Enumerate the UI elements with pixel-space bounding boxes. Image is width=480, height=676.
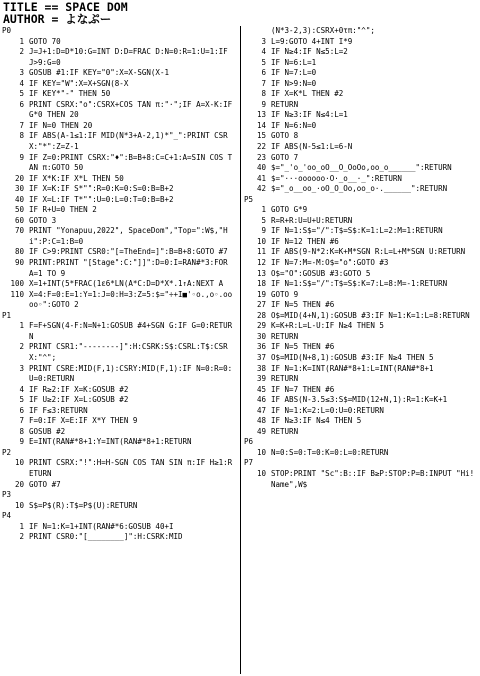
line-code: GOTO 9 <box>271 289 299 299</box>
listing-left-column <box>2 26 237 543</box>
line-number: 5 <box>19 89 24 99</box>
line-number: 15 <box>256 131 266 141</box>
code-line <box>244 100 478 111</box>
line-code: PRINT CSR0:"[________]":H:CSRK:MID <box>29 532 183 542</box>
code-line <box>244 226 478 237</box>
line-code: O$=MID(N+8,1):GOSUB #3:IF N≥4 THEN 5 <box>271 352 434 362</box>
code-line <box>244 416 478 427</box>
code-line <box>2 205 234 216</box>
line-code: IF N=1:K=2:L=0:U=0:RETURN <box>271 405 384 415</box>
line-code: O$="O":GOSUB #3:GOTO 5 <box>271 268 371 278</box>
line-number: 7 <box>19 120 24 130</box>
line-number: 4 <box>19 78 24 88</box>
code-line <box>244 342 478 353</box>
line-number: 5 <box>261 57 266 67</box>
line-code: IF N=7:L=0 <box>271 68 317 78</box>
code-line <box>2 99 237 121</box>
line-code: IF N=0 THEN 20 <box>29 120 93 130</box>
line-number: 20 <box>14 173 24 183</box>
line-code: IF N≥3:IF N≤4:L=1 <box>271 110 348 120</box>
line-number: 20 <box>14 479 24 489</box>
code-line <box>2 437 234 448</box>
line-code: IF ABS(N-3.5≤3:S$=MID(12+N,1):R=1:K=K+1 <box>271 395 448 405</box>
program-title: TITLE == SPACE DOM <box>3 0 128 14</box>
line-number: 6 <box>261 68 266 78</box>
line-code: PRINT CSRX:"o":CSRX+COS TAN π:"·";IF A=X-K:IF G*0 THEN 20 <box>29 99 237 120</box>
line-number: 7 <box>261 78 266 88</box>
line-number: 13 <box>256 268 266 278</box>
line-number: 18 <box>256 279 266 289</box>
line-code: GOTO 3 <box>29 215 57 225</box>
code-line <box>244 300 478 311</box>
line-number: 3 <box>261 36 266 46</box>
code-line <box>244 406 478 417</box>
line-number: 40 <box>14 194 24 204</box>
program-author: AUTHOR = よなぷー <box>3 12 112 26</box>
line-code: IF N=1:K=1+INT(RAN#*6:GOSUB 40+I <box>29 521 174 531</box>
code-line <box>244 58 478 69</box>
line-number: 28 <box>256 310 266 320</box>
line-number: 2 <box>19 532 24 542</box>
line-code: IF N=1:S$="/":T$=S$:K=1:L=2:M=1:RETURN <box>271 226 443 236</box>
code-line <box>244 247 478 258</box>
code-line <box>244 121 478 132</box>
code-line <box>2 290 234 311</box>
line-number: 80 <box>14 247 24 257</box>
line-code: IF N=6:N=0 <box>271 120 317 130</box>
code-line <box>244 279 478 290</box>
line-code: S$=P$(R):T$=P$(U):RETURN <box>29 500 138 510</box>
line-code: F=0:IF X=E:IF X*Y THEN 9 <box>29 416 138 426</box>
code-line <box>244 469 478 490</box>
line-code: IF ABS(9-N*2:K=K+M*SGN R:L=L+M*SGN U:RETURN <box>271 247 466 257</box>
line-number: 100 <box>10 279 24 289</box>
line-code: (N*3-2,3):CSRX+0τπ:"^"; <box>271 26 375 35</box>
line-number: 70 <box>14 226 24 236</box>
line-code: IF R≥2:IF X=K:GOSUB #2 <box>29 384 129 394</box>
code-line <box>2 395 234 406</box>
line-number: 10 <box>256 236 266 246</box>
code-line <box>244 37 478 48</box>
line-code: IF X=L:IF T*"":U=0:L=0:T=0:B=B+2 <box>29 194 174 204</box>
line-code: $="_'o_'oo_oO__O_OoOo,oo_o______":RETURN <box>271 163 452 173</box>
line-number: 19 <box>256 289 266 299</box>
line-code: GOTO G*9 <box>271 205 308 215</box>
line-code: IF Z=0:PRINT CSRX:"♦":B=B+8:C=C+1:A=SIN COS TAN π:GOTO 50 <box>29 152 233 173</box>
line-code: IF ABS(N-5≤1:L=6-N <box>271 142 353 152</box>
code-line <box>2 174 234 185</box>
code-line <box>2 522 234 533</box>
line-code: X=1+INT(5*FRAC(1ε6*LN(A*C:D=D*X*.1↑A:NEXT A <box>29 279 224 289</box>
program-area-label: P0 <box>2 26 12 35</box>
line-code: GOSUB #2 <box>29 426 66 436</box>
line-number: 1 <box>19 521 24 531</box>
code-line <box>244 89 478 100</box>
line-number: 5 <box>19 395 24 405</box>
line-number: 7 <box>19 416 24 426</box>
line-code: IF N=7 THEN #6 <box>271 384 335 394</box>
line-code: GOTO 7 <box>271 152 299 162</box>
code-line <box>2 427 234 438</box>
line-code: R=R+R:U=U+U:RETURN <box>271 215 353 225</box>
code-line <box>2 153 234 174</box>
line-code: L=9:GOTO 4+INT I*9 <box>271 36 353 46</box>
line-number: 29 <box>256 321 266 331</box>
line-code: IF N=12 THEN #6 <box>271 236 339 246</box>
program-area-label: P7 <box>244 458 254 468</box>
line-code: IF N=5 THEN #6 <box>271 342 335 352</box>
line-number: 50 <box>14 205 24 215</box>
line-code: PRINT CSRE:MID(F,1):CSRY:MID(F,1):IF N=0:R=0:U=0:RETURN <box>29 363 233 384</box>
code-line <box>2 279 234 290</box>
line-number: 8 <box>261 89 266 99</box>
code-line <box>2 121 234 132</box>
line-code: GOTO 70 <box>29 36 61 46</box>
line-number: 9 <box>261 226 266 236</box>
line-number: 10 <box>14 500 24 510</box>
line-number: 90 <box>14 258 24 268</box>
code-line <box>244 163 478 174</box>
code-line <box>2 47 234 68</box>
code-line <box>2 532 234 543</box>
code-line <box>2 321 234 342</box>
line-number: 42 <box>256 184 266 194</box>
code-line <box>2 131 234 152</box>
code-line <box>2 247 234 258</box>
code-line <box>2 258 234 279</box>
line-code: K=K+R:L=L-U:IF N≥4 THEN 5 <box>271 321 384 331</box>
line-code: N=0:S=0:T=0:K=0:L=0:RETURN <box>271 447 389 457</box>
line-code: E=INT(RAN#*8+1:Y=INT(RAN#*8+1:RETURN <box>29 437 192 447</box>
code-line <box>244 290 478 301</box>
code-line <box>2 458 234 479</box>
line-number: 8 <box>19 131 24 141</box>
line-number: 1 <box>261 205 266 215</box>
line-number: 6 <box>19 99 24 109</box>
code-line <box>244 174 478 185</box>
code-line <box>244 26 478 37</box>
line-code: IF F≤3:RETURN <box>29 405 88 415</box>
code-line <box>2 89 234 100</box>
line-number: 2 <box>19 342 24 352</box>
line-code: IF KEY="W":X=X+SGN(8-X <box>29 78 129 88</box>
line-code: GOSUB #1:IF KEY="0":X=X-SGN(X-1 <box>29 68 169 78</box>
line-number: 10 <box>256 468 266 478</box>
line-number: 60 <box>14 215 24 225</box>
line-number: 45 <box>256 384 266 394</box>
line-number: 6 <box>19 405 24 415</box>
line-number: 4 <box>261 47 266 57</box>
code-line <box>244 68 478 79</box>
line-code: IF N≥4:IF N≤5:L=2 <box>271 47 348 57</box>
line-number: 30 <box>256 331 266 341</box>
column-divider <box>240 26 241 674</box>
line-code: IF ABS(A-1≤1:IF MID(N*3+A-2,1)*"_":PRINT CSRX:"*":Z=Z-1 <box>29 131 228 152</box>
line-number: 8 <box>19 426 24 436</box>
line-number: 3 <box>19 363 24 373</box>
line-number: 12 <box>256 258 266 268</box>
code-line <box>2 342 234 363</box>
code-line <box>2 216 234 227</box>
code-line <box>244 184 478 195</box>
line-number: 4 <box>19 384 24 394</box>
line-number: 14 <box>256 120 266 130</box>
line-number: 23 <box>256 152 266 162</box>
line-number: 46 <box>256 395 266 405</box>
line-number: 10 <box>14 458 24 468</box>
code-line <box>244 269 478 280</box>
line-code: IF N=5 THEN #6 <box>271 300 335 310</box>
program-area-label: P1 <box>2 310 12 320</box>
code-line <box>2 184 234 195</box>
line-code: RETURN <box>271 374 299 384</box>
line-number: 3 <box>19 68 24 78</box>
code-line <box>244 385 478 396</box>
code-line <box>244 258 478 269</box>
line-code: RETURN <box>271 331 299 341</box>
line-code: RETURN <box>271 426 299 436</box>
listing-right-column <box>244 26 478 490</box>
code-line <box>2 37 234 48</box>
line-code: PRINT:PRINT "[Stage":C:"]]":D=0:I=RAN#*3:FOR A=1 TO 9 <box>29 258 233 278</box>
code-line <box>2 480 234 491</box>
code-line <box>244 332 478 343</box>
code-line <box>244 448 478 459</box>
line-code: STOP:PRINT "Sc":B::IF B≥P:STOP:P=B:INPUT "Hi!Name",W$ <box>271 468 475 489</box>
code-line <box>2 416 234 427</box>
line-code: PRINT CSRX:"!":H=H-SGN COS TAN SIN π:IF H≥1:RETURN <box>29 458 233 478</box>
code-line <box>244 427 478 438</box>
line-code: IF N=6:L=1 <box>271 57 317 67</box>
line-number: 10 <box>256 447 266 457</box>
code-line <box>2 195 234 206</box>
line-number: 22 <box>256 142 266 152</box>
code-line <box>2 406 234 417</box>
line-number: 9 <box>261 99 266 109</box>
line-number: 11 <box>256 247 266 257</box>
line-number: 110 <box>10 289 24 299</box>
line-number: 47 <box>256 405 266 415</box>
code-line <box>244 311 478 322</box>
line-number: 48 <box>256 416 266 426</box>
line-number: 49 <box>256 426 266 436</box>
program-area-label: P4 <box>2 511 12 521</box>
line-number: 1 <box>19 36 24 46</box>
code-line <box>244 364 478 375</box>
line-code: IF N=1:K=INT(RAN#*8+1:L=INT(RAN#*8+1 <box>271 363 434 373</box>
line-code: PRINT CSR1:"--------]":H:CSRK:S$:CSRL:T$:CSRX:"^"; <box>29 342 228 362</box>
code-line <box>244 374 478 385</box>
line-number: 2 <box>19 47 24 57</box>
line-number: 37 <box>256 352 266 362</box>
line-code: $="_o__oo_·oO_O_Oo,oo_o·.______":RETURN <box>271 184 448 194</box>
line-number: 9 <box>19 152 24 162</box>
program-area-label: P5 <box>244 194 254 204</box>
code-line <box>2 364 234 385</box>
line-code: IF N=1:S$="/":T$=S$:K=7:L=8:M=-1:RETURN <box>271 279 448 289</box>
program-area-label: P6 <box>244 437 254 447</box>
program-area-label: P3 <box>2 490 12 500</box>
line-number: 41 <box>256 173 266 183</box>
line-code: F=F+SGN(4-F:N=N+1:GOSUB #4+SGN G:IF G=0:RETURN <box>29 321 233 341</box>
code-line <box>2 79 234 90</box>
code-line <box>244 237 478 248</box>
line-number: 38 <box>256 363 266 373</box>
line-code: IF X=K:IF S*"":R=0:K=0:S=0:B=B+2 <box>29 184 174 194</box>
code-line <box>2 385 234 396</box>
line-code: IF C>9:PRINT CSR0:"[=TheEnd=]":B=B+8:GOTO #7 <box>29 247 228 257</box>
code-line <box>2 226 234 247</box>
line-code: IF N>9:N=0 <box>271 78 317 88</box>
code-line <box>244 205 478 216</box>
line-number: 9 <box>19 437 24 447</box>
line-code: J=J+1:D=D*10:G=INT D:D=FRAC D:N=0:R=1:U=1:IF J>9:G=0 <box>29 47 233 67</box>
line-code: RETURN <box>271 99 299 109</box>
code-line <box>244 153 478 164</box>
code-line <box>2 68 234 79</box>
line-number: 13 <box>256 110 266 120</box>
code-line <box>244 110 478 121</box>
line-number: 39 <box>256 374 266 384</box>
program-area-label: P2 <box>2 447 12 457</box>
line-number: 40 <box>256 163 266 173</box>
line-code: IF R+U=0 THEN 2 <box>29 205 97 215</box>
code-line <box>244 353 478 364</box>
line-number: 5 <box>261 215 266 225</box>
line-code: IF N≥3:IF N≤4 THEN 5 <box>271 416 362 426</box>
code-line <box>244 131 478 142</box>
code-line <box>244 395 478 406</box>
code-line <box>244 47 478 58</box>
line-code: PRINT "Yonapuu,2022", SpaceDom","Top=":W$,"Hi":P:C=1:B=0 <box>29 226 228 246</box>
line-code: GOTO 8 <box>271 131 299 141</box>
line-code: IF N=7:M=-M:O$="o":GOTO #3 <box>271 258 389 268</box>
line-code: $="···oooooo·O·_o__·_":RETURN <box>271 173 402 183</box>
line-code: IF X=K*L THEN #2 <box>271 89 344 99</box>
code-line <box>244 79 478 90</box>
line-code: X=4:F=0:E=1:Y=1:J=0:H=3:Z=5:$="÷+I■'◦o.,o◦.oooo◦":GOTO 2 <box>29 289 233 310</box>
code-line <box>244 321 478 332</box>
line-code: O$=MID(4+N,1):GOSUB #3:IF N=1:K=1:L=8:RETURN <box>271 310 470 320</box>
code-line <box>244 142 478 153</box>
code-line <box>2 501 234 512</box>
code-line <box>244 216 478 227</box>
line-code: IF U≥2:IF X=L:GOSUB #2 <box>29 395 129 405</box>
line-number: 27 <box>256 300 266 310</box>
line-number: 1 <box>19 321 24 331</box>
line-code: IF KEY*"-" THEN 50 <box>29 89 111 99</box>
line-number <box>244 26 266 37</box>
line-number: 36 <box>256 342 266 352</box>
line-code: GOTO #7 <box>29 479 61 489</box>
line-code: IF X*K:IF X*L THEN 50 <box>29 173 124 183</box>
line-number: 30 <box>14 184 24 194</box>
